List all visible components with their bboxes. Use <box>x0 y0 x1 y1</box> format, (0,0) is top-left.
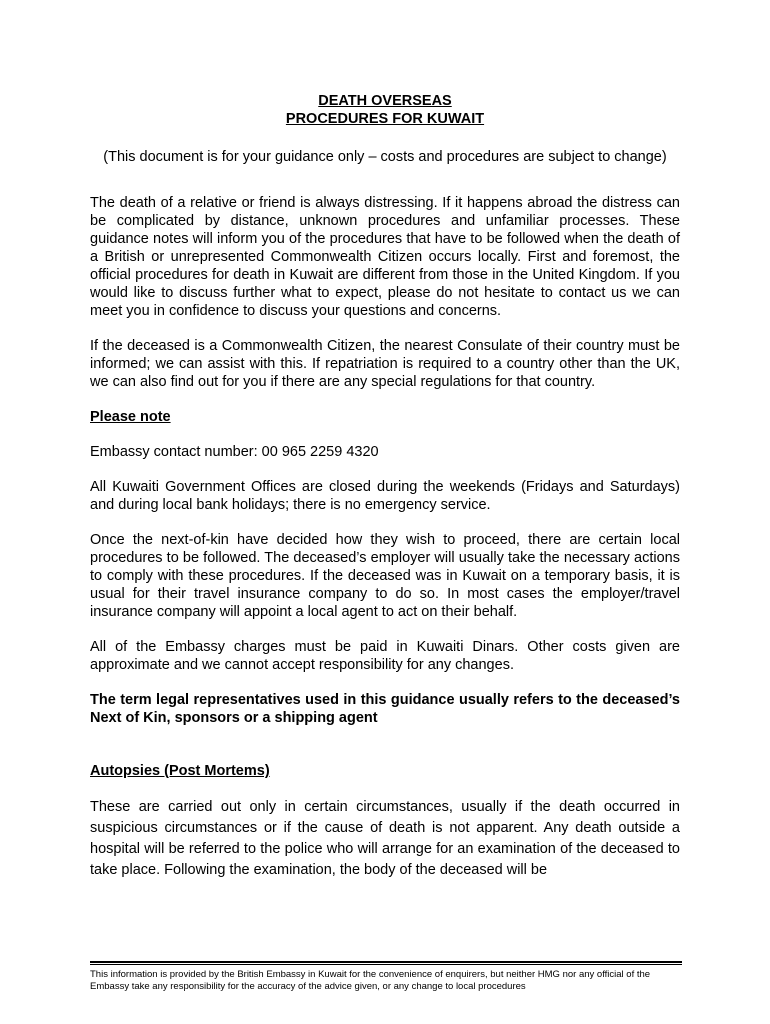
document-body <box>90 92 680 881</box>
commonwealth-paragraph: If the deceased is a Commonwealth Citizen, the nearest Consulate of their country must be informed; we can assist with this. If repatriation is required to a country other than the UK, we can also find out for you if there are any special regulations for that country. <box>90 338 680 390</box>
document-subtitle: (This document is for your guidance only – costs and procedures are subject to change) <box>103 149 667 165</box>
page-footer <box>90 961 682 993</box>
embassy-contact-paragraph: Embassy contact number: 00 965 2259 4320 <box>90 444 379 460</box>
autopsies-paragraph: These are carried out only in certain circumstances, usually if the death occurred in suspicious circumstances or if the cause of death is not apparent. Any death outside a hospital will be referred to the police who will arrange for an examination of the deceased to take place. Following the examination, the body of the deceased will be <box>90 799 680 878</box>
intro-paragraph: The death of a relative or friend is always distressing. If it happens abroad the distress can be complicated by distance, unknown procedures and unfamiliar processes. These guidance notes will inform you of the procedures that have to be followed when the death of a British or unrepresented Commonwealth Citizen occurs locally. First and foremost, the official procedures for death in Kuwait are different from those in the United Kingdom. If you would like to discuss further what to expect, please do not hesitate to contact us we can meet you in confidence to discuss your questions and concerns. <box>90 195 680 319</box>
footer-disclaimer: This information is provided by the British Embassy in Kuwait for the convenience of enquirers, but neither HMG nor any official of the Embassy take any responsibility for the accuracy of the advice given, or any change to local procedures <box>90 969 651 992</box>
footer-divider <box>90 961 682 965</box>
document-title-line1: DEATH OVERSEAS <box>318 93 452 109</box>
please-note-heading: Please note <box>90 409 171 425</box>
government-offices-paragraph: All Kuwaiti Government Offices are closed during the weekends (Fridays and Saturdays) and during local bank holidays; there is no emergency service. <box>90 479 680 513</box>
legal-representatives-paragraph: The term legal representatives used in this guidance usually refers to the deceased’s Next of Kin, sponsors or a shipping agent <box>90 692 680 726</box>
next-of-kin-paragraph: Once the next-of-kin have decided how they wish to proceed, there are certain local procedures to be followed. The deceased’s employer will usually take the necessary actions to comply with these procedures. If the deceased was in Kuwait on a temporary basis, it is usual for their travel insurance company to do so. In most cases the employer/travel insurance company will appoint a local agent to act on their behalf. <box>90 532 680 620</box>
charges-paragraph: All of the Embassy charges must be paid in Kuwaiti Dinars. Other costs given are approximate and we cannot accept responsibility for any changes. <box>90 639 680 673</box>
autopsies-heading: Autopsies (Post Mortems) <box>90 763 270 779</box>
document-title-line2: PROCEDURES FOR KUWAIT <box>285 111 485 127</box>
